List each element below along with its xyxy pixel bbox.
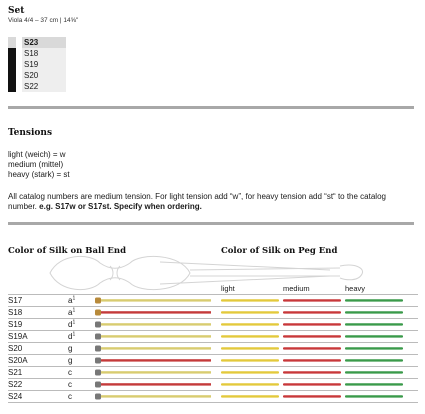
set-item-label: S18 — [24, 49, 39, 58]
tension-line-heavy: heavy (stark) = st — [8, 170, 70, 179]
column-medium: medium — [283, 284, 310, 293]
tension-line-light: light (weich) = w — [8, 150, 66, 159]
tension-line-medium: medium (mittel) — [8, 160, 64, 169]
peg-silk-heavy — [345, 359, 403, 361]
string-note: c — [68, 368, 72, 377]
silk-colors — [8, 319, 418, 330]
ball-end-silk — [101, 371, 211, 373]
set-table — [8, 37, 66, 92]
peg-silk-light — [221, 383, 279, 385]
set-header-row — [8, 37, 66, 48]
string-note-octave: 1 — [72, 331, 76, 338]
set-row — [8, 81, 66, 92]
set-row — [8, 59, 66, 70]
set-row — [8, 48, 66, 59]
set-row-bar — [8, 59, 16, 70]
string-row — [8, 307, 418, 319]
ball-end-silk — [101, 395, 211, 397]
string-note: $d^1$ — [68, 319, 76, 329]
string-note-octave: 1 — [72, 319, 76, 326]
strings-table — [8, 294, 418, 403]
peg-silk-medium — [283, 299, 341, 301]
silk-colors — [8, 391, 418, 402]
string-row — [8, 391, 418, 403]
ball-end-silk — [101, 299, 211, 301]
string-number: S19A — [8, 332, 28, 341]
string-note: $a^1$ — [68, 295, 76, 305]
string-note: g — [68, 356, 73, 365]
set-row-bar — [8, 70, 16, 81]
peg-silk-medium — [283, 311, 341, 313]
set-title: Set — [8, 6, 25, 16]
tensions-note-example: e.g. S17w or S17st. Specify when ordering. — [39, 202, 202, 211]
silk-colors — [8, 343, 418, 354]
set-item-label: S20 — [24, 71, 39, 80]
peg-silk-light — [221, 371, 279, 373]
peg-silk-heavy — [345, 311, 403, 313]
set-row — [8, 70, 66, 81]
ball-end-silk — [101, 383, 211, 385]
string-note: c — [68, 392, 72, 401]
tensions-list — [8, 150, 70, 180]
string-number: S21 — [8, 368, 23, 377]
string-row — [8, 343, 418, 355]
peg-silk-heavy — [345, 335, 403, 337]
silk-colors — [8, 355, 418, 366]
peg-end-title: Color of Silk on Peg End — [221, 246, 338, 256]
set-row-cell — [22, 70, 66, 81]
section-divider — [8, 222, 414, 225]
peg-silk-heavy — [345, 395, 403, 397]
silk-colors — [8, 307, 418, 318]
ball-end-silk — [101, 359, 211, 361]
string-note-octave: 1 — [72, 307, 76, 314]
peg-silk-light — [221, 311, 279, 313]
column-light: light — [221, 284, 235, 293]
ball-end-knob-icon — [95, 334, 101, 340]
set-header-label: S23 — [24, 38, 39, 47]
peg-silk-heavy — [345, 371, 403, 373]
string-number: S22 — [8, 380, 23, 389]
set-row-cell — [22, 48, 66, 59]
string-row — [8, 367, 418, 379]
ball-end-knob-icon — [95, 346, 101, 352]
peg-silk-heavy — [345, 347, 403, 349]
peg-silk-heavy — [345, 383, 403, 385]
peg-silk-light — [221, 347, 279, 349]
string-note: $a^1$ — [68, 307, 76, 317]
ball-end-silk — [101, 323, 211, 325]
ball-end-silk — [101, 347, 211, 349]
string-number: S20A — [8, 356, 28, 365]
string-number: S24 — [8, 392, 23, 401]
string-number: S20 — [8, 344, 23, 353]
set-item-label: S22 — [24, 82, 39, 91]
silk-colors — [8, 367, 418, 378]
silk-colors — [8, 295, 418, 306]
ball-end-knob-icon — [95, 382, 101, 388]
ball-end-knob-icon — [95, 358, 101, 364]
set-row-bar — [8, 81, 16, 92]
tensions-note-text: All catalog numbers are medium tension. For light tension add “w”, for heavy tension add “st“ to the catalog number. — [8, 192, 386, 211]
ball-end-knob-icon — [95, 394, 101, 400]
peg-silk-medium — [283, 323, 341, 325]
ball-end-silk — [101, 335, 211, 337]
ball-end-knob-icon — [95, 370, 101, 376]
tensions-title: Tensions — [8, 128, 53, 138]
ball-end-title: Color of Silk on Ball End — [8, 246, 127, 256]
ball-end-knob-icon — [95, 298, 101, 304]
peg-silk-light — [221, 299, 279, 301]
set-row-cell — [22, 59, 66, 70]
peg-silk-heavy — [345, 299, 403, 301]
silk-colors — [8, 331, 418, 342]
string-row — [8, 331, 418, 343]
string-number: S17 — [8, 296, 23, 305]
string-number: S19 — [8, 320, 23, 329]
ball-end-knob-icon — [95, 310, 101, 316]
peg-silk-medium — [283, 383, 341, 385]
string-note: c — [68, 380, 72, 389]
peg-silk-heavy — [345, 323, 403, 325]
ball-end-knob-icon — [95, 322, 101, 328]
string-note: $d^1$ — [68, 331, 76, 341]
tensions-note — [8, 192, 416, 212]
peg-silk-light — [221, 359, 279, 361]
string-row — [8, 294, 418, 307]
peg-silk-light — [221, 323, 279, 325]
string-row — [8, 355, 418, 367]
string-number: S18 — [8, 308, 23, 317]
string-row — [8, 319, 418, 331]
peg-silk-medium — [283, 335, 341, 337]
set-item-label: S19 — [24, 60, 39, 69]
peg-silk-medium — [283, 347, 341, 349]
set-row-cell — [22, 81, 66, 92]
peg-silk-medium — [283, 359, 341, 361]
section-divider — [8, 106, 414, 109]
ball-end-silk — [101, 311, 211, 313]
set-row-bar — [8, 48, 16, 59]
column-heavy: heavy — [345, 284, 366, 293]
string-note: g — [68, 344, 73, 353]
peg-silk-light — [221, 395, 279, 397]
string-note-octave: 1 — [72, 295, 76, 302]
set-subtitle: Viola 4/4 – 37 cm | 14⅝" — [8, 17, 79, 24]
peg-silk-medium — [283, 371, 341, 373]
string-row — [8, 379, 418, 391]
silk-colors — [8, 379, 418, 390]
peg-silk-medium — [283, 395, 341, 397]
peg-silk-light — [221, 335, 279, 337]
